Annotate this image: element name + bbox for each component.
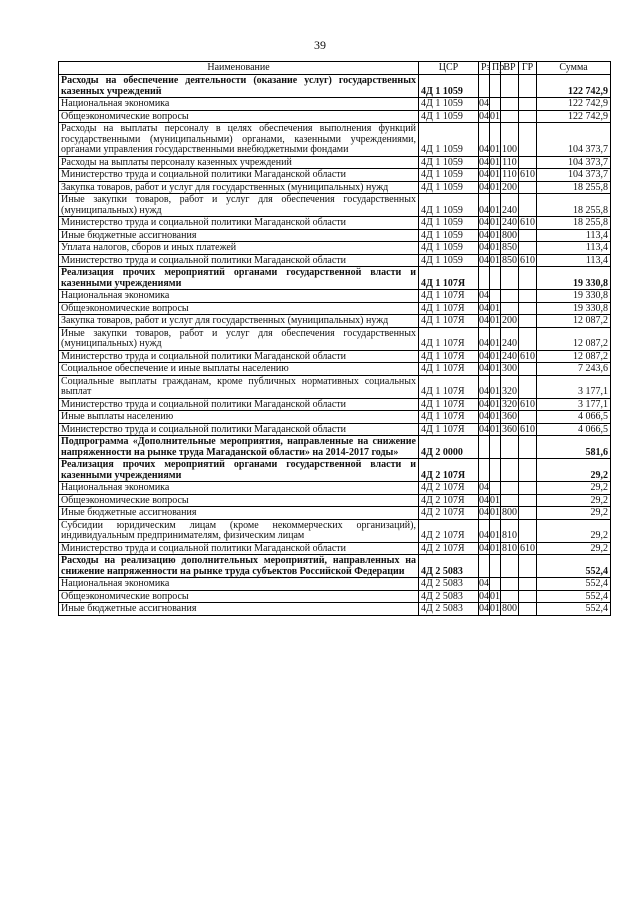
cell-pr — [490, 98, 501, 111]
cell-sum: 29,2 — [537, 542, 611, 555]
cell-name: Министерство труда и социальной политики Магаданской области — [59, 217, 419, 230]
table-row — [59, 242, 611, 255]
cell-vr — [501, 555, 519, 578]
cell-csr: 4Д 2 107Я — [419, 519, 479, 542]
cell-rz: 04 — [479, 494, 489, 506]
cell-pr: 01 — [490, 242, 500, 253]
cell-pr — [490, 290, 501, 303]
cell-csr: 4Д 1 107Я — [419, 411, 479, 424]
cell-csr: 4Д 2 5083 — [419, 603, 479, 616]
cell-sum: 552,4 — [537, 603, 611, 616]
table-row — [59, 482, 611, 495]
cell-csr: 4Д 1 107Я — [419, 350, 479, 363]
cell-gr — [519, 194, 537, 217]
cell-rz: 04 — [479, 603, 489, 614]
cell-csr: 4Д 1 107Я — [419, 375, 479, 398]
cell-pr — [490, 578, 501, 591]
cell-name: Расходы на выплаты персоналу в целях обеспечения выполнения функций государственными (муниципальными) органами, казенными учреждениями, органами управления государственными внебюджетными фондами — [59, 123, 419, 157]
cell-csr: 4Д 1 1059 — [419, 75, 479, 98]
cell-name: Министерство труда и социальной политики Магаданской области — [59, 542, 419, 555]
table-row — [59, 494, 611, 507]
cell-name: Национальная экономика — [59, 98, 419, 111]
cell-rz: 04 — [479, 327, 490, 350]
cell-pr: 01 — [490, 411, 500, 422]
cell-csr: 4Д 1 1059 — [419, 123, 479, 157]
cell-sum: 19 330,8 — [537, 302, 611, 315]
header-sum: Сумма — [537, 62, 611, 75]
cell-name: Национальная экономика — [59, 482, 419, 495]
cell-vr: 240 — [501, 327, 519, 350]
cell-rz: 04 — [479, 590, 489, 602]
cell-vr: 850 — [502, 242, 517, 253]
cell-sum: 3 177,1 — [537, 398, 611, 411]
cell-gr — [519, 315, 537, 328]
cell-sum: 104 373,7 — [537, 123, 611, 157]
table-row — [59, 217, 611, 230]
cell-vr: 110 — [502, 156, 517, 168]
cell-rz: 04 — [479, 350, 489, 362]
cell-name: Иные выплаты населению — [59, 411, 419, 424]
cell-rz: 04 — [479, 542, 489, 554]
table-row — [59, 603, 611, 616]
cell-sum: 122 742,9 — [537, 98, 611, 111]
cell-vr: 300 — [502, 363, 517, 374]
cell-sum: 29,2 — [537, 494, 611, 507]
cell-vr: 320 — [502, 398, 517, 410]
table-row — [59, 436, 611, 459]
table-row — [59, 98, 611, 111]
cell-gr — [519, 482, 537, 495]
cell-gr — [519, 519, 537, 542]
header-name: Наименование — [59, 62, 419, 75]
table-row — [59, 290, 611, 303]
cell-pr — [490, 267, 501, 290]
cell-gr — [519, 229, 537, 242]
cell-vr — [501, 302, 519, 315]
cell-vr — [501, 267, 519, 290]
table-row — [59, 229, 611, 242]
cell-pr: 01 — [490, 327, 501, 350]
table-row — [59, 315, 611, 328]
cell-csr: 4Д 1 1059 — [419, 242, 479, 255]
table-row — [59, 555, 611, 578]
table-body — [59, 75, 611, 616]
cell-rz: 04 — [479, 302, 489, 314]
cell-gr: 610 — [520, 217, 535, 228]
cell-vr — [501, 494, 519, 507]
cell-sum: 4 066,5 — [537, 411, 611, 424]
cell-gr — [519, 411, 537, 424]
cell-sum: 29,2 — [537, 459, 611, 482]
cell-gr — [519, 494, 537, 507]
cell-csr: 4Д 1 107Я — [419, 398, 479, 411]
cell-csr: 4Д 1 107Я — [419, 315, 479, 328]
cell-pr: 01 — [490, 217, 500, 228]
cell-csr: 4Д 2 107Я — [419, 542, 479, 555]
cell-gr — [519, 603, 537, 616]
cell-rz: 04 — [479, 482, 489, 493]
cell-pr: 01 — [490, 229, 500, 241]
cell-rz: 04 — [479, 411, 489, 422]
cell-vr: 800 — [502, 603, 517, 614]
cell-sum: 552,4 — [537, 555, 611, 578]
cell-csr: 4Д 1 1059 — [419, 98, 479, 111]
cell-name: Социальные выплаты гражданам, кроме публичных нормативных социальных выплат — [59, 375, 419, 398]
cell-pr: 01 — [490, 181, 500, 193]
header-rz: Рз — [479, 62, 490, 75]
cell-vr: 240 — [502, 217, 517, 228]
table-row — [59, 194, 611, 217]
cell-vr — [501, 590, 519, 603]
cell-name: Расходы на обеспечение деятельности (оказание услуг) государственных казенных учреждений — [59, 75, 419, 98]
cell-pr: 01 — [490, 254, 500, 266]
table-row — [59, 267, 611, 290]
cell-rz: 04 — [479, 110, 489, 122]
table-row — [59, 578, 611, 591]
cell-gr — [519, 363, 537, 376]
cell-rz: 04 — [479, 375, 490, 398]
cell-vr: 800 — [502, 229, 517, 241]
cell-gr — [519, 507, 537, 520]
cell-csr: 4Д 2 5083 — [419, 555, 479, 578]
cell-gr: 610 — [520, 542, 535, 554]
table-row — [59, 459, 611, 482]
cell-pr: 01 — [490, 194, 501, 217]
cell-gr: 610 — [520, 423, 535, 435]
table-row — [59, 110, 611, 123]
table-row — [59, 542, 611, 555]
cell-vr: 360 — [502, 411, 517, 422]
cell-gr — [519, 290, 537, 303]
cell-sum: 113,4 — [537, 254, 611, 267]
cell-name: Иные бюджетные ассигнования — [59, 507, 419, 520]
cell-gr — [519, 436, 537, 459]
cell-csr: 4Д 1 1059 — [419, 110, 479, 123]
cell-gr — [519, 98, 537, 111]
header-gr: ГР — [519, 62, 537, 75]
table-row — [59, 75, 611, 98]
cell-vr: 810 — [502, 542, 517, 554]
cell-name: Иные бюджетные ассигнования — [59, 603, 419, 616]
cell-vr — [501, 578, 519, 591]
cell-csr: 4Д 1 107Я — [419, 423, 479, 436]
cell-sum: 104 373,7 — [537, 169, 611, 182]
cell-rz — [479, 436, 490, 459]
cell-csr: 4Д 2 107Я — [419, 482, 479, 495]
cell-sum: 18 255,8 — [537, 194, 611, 217]
cell-name: Субсидии юридическим лицам (кроме некоммерческих организаций), индивидуальным предпринимателям, физическим лицам — [59, 519, 419, 542]
cell-pr: 01 — [490, 375, 501, 398]
cell-sum: 29,2 — [537, 519, 611, 542]
cell-pr: 01 — [490, 507, 500, 518]
cell-gr — [519, 181, 537, 194]
cell-csr: 4Д 1 1059 — [419, 254, 479, 267]
table-row — [59, 590, 611, 603]
table-row — [59, 254, 611, 267]
cell-gr — [519, 375, 537, 398]
cell-rz — [479, 267, 490, 290]
cell-name: Министерство труда и социальной политики Магаданской области — [59, 254, 419, 267]
cell-name: Расходы на выплаты персоналу казенных учреждений — [59, 156, 419, 169]
cell-rz: 04 — [479, 181, 489, 193]
table-row — [59, 123, 611, 157]
cell-gr — [519, 123, 537, 157]
cell-sum: 29,2 — [537, 482, 611, 495]
cell-sum: 552,4 — [537, 590, 611, 603]
cell-vr: 200 — [502, 181, 517, 193]
cell-gr — [519, 110, 537, 123]
cell-csr: 4Д 1 107Я — [419, 327, 479, 350]
cell-name: Общеэкономические вопросы — [59, 302, 419, 315]
cell-sum: 581,6 — [537, 436, 611, 459]
cell-gr — [519, 327, 537, 350]
cell-vr: 810 — [501, 519, 519, 542]
cell-csr: 4Д 1 1059 — [419, 156, 479, 169]
cell-rz: 04 — [479, 519, 490, 542]
cell-gr — [519, 555, 537, 578]
cell-sum: 122 742,9 — [537, 110, 611, 123]
cell-vr: 110 — [502, 169, 517, 180]
cell-name: Общеэкономические вопросы — [59, 110, 419, 123]
cell-gr — [519, 302, 537, 315]
table-row — [59, 507, 611, 520]
cell-pr — [490, 555, 501, 578]
cell-gr — [519, 75, 537, 98]
cell-gr: 610 — [520, 254, 535, 266]
cell-pr: 01 — [490, 423, 500, 435]
cell-csr: 4Д 2 107Я — [419, 507, 479, 520]
cell-gr — [519, 242, 537, 255]
cell-pr: 01 — [490, 315, 500, 326]
cell-name: Социальное обеспечение и иные выплаты населению — [59, 363, 419, 376]
cell-name: Национальная экономика — [59, 290, 419, 303]
cell-rz — [479, 459, 490, 482]
cell-vr — [501, 436, 519, 459]
cell-name: Общеэкономические вопросы — [59, 494, 419, 507]
cell-vr: 850 — [502, 254, 517, 266]
cell-rz: 04 — [479, 194, 490, 217]
cell-vr: 800 — [502, 507, 517, 518]
cell-name: Министерство труда и социальной политики Магаданской области — [59, 423, 419, 436]
cell-sum: 4 066,5 — [537, 423, 611, 436]
page-number: 39 — [314, 38, 326, 52]
cell-gr: 610 — [520, 398, 535, 410]
cell-name: Министерство труда и социальной политики Магаданской области — [59, 350, 419, 363]
cell-rz: 04 — [479, 398, 489, 410]
cell-pr: 01 — [490, 156, 500, 168]
cell-pr: 01 — [490, 169, 500, 180]
cell-rz: 04 — [479, 363, 489, 374]
table-row — [59, 181, 611, 194]
cell-gr: 610 — [520, 350, 535, 362]
cell-pr — [490, 482, 501, 495]
cell-pr: 01 — [490, 398, 500, 410]
table-row — [59, 156, 611, 169]
cell-name: Подпрограмма «Дополнительные мероприятия, направленные на снижение напряженности на рынке труда Магаданской области» на 2014-2017 годы» — [59, 436, 419, 459]
cell-csr: 4Д 1 107Я — [419, 290, 479, 303]
cell-csr: 4Д 1 1059 — [419, 194, 479, 217]
cell-pr: 01 — [490, 542, 500, 554]
cell-sum: 12 087,2 — [537, 327, 611, 350]
cell-sum: 29,2 — [537, 507, 611, 520]
cell-name: Министерство труда и социальной политики Магаданской области — [59, 398, 419, 411]
cell-pr: 01 — [490, 123, 501, 157]
cell-gr — [519, 267, 537, 290]
cell-name: Уплата налогов, сборов и иных платежей — [59, 242, 419, 255]
cell-pr: 01 — [490, 110, 500, 122]
cell-pr: 01 — [490, 363, 500, 374]
cell-csr: 4Д 1 107Я — [419, 363, 479, 376]
cell-pr: 01 — [490, 590, 500, 602]
table-header-row — [59, 62, 611, 75]
cell-rz — [479, 75, 490, 98]
table-row — [59, 411, 611, 424]
cell-rz: 04 — [479, 169, 489, 180]
cell-vr: 100 — [501, 123, 519, 157]
cell-rz: 04 — [479, 290, 489, 301]
cell-csr: 4Д 2 5083 — [419, 590, 479, 603]
cell-name: Иные закупки товаров, работ и услуг для обеспечения государственных (муниципальных) нужд — [59, 194, 419, 217]
cell-vr — [501, 459, 519, 482]
cell-sum: 104 373,7 — [537, 156, 611, 169]
cell-gr — [519, 578, 537, 591]
cell-rz: 04 — [479, 98, 489, 109]
cell-pr: 01 — [490, 494, 500, 506]
cell-name: Иные закупки товаров, работ и услуг для обеспечения государственных (муниципальных) нужд — [59, 327, 419, 350]
cell-rz: 04 — [479, 242, 489, 253]
cell-gr: 610 — [520, 169, 535, 180]
cell-name: Общеэкономические вопросы — [59, 590, 419, 603]
cell-vr: 320 — [501, 375, 519, 398]
budget-table — [58, 61, 611, 616]
cell-rz: 04 — [479, 315, 489, 326]
table-row — [59, 327, 611, 350]
cell-sum: 12 087,2 — [537, 315, 611, 328]
cell-rz: 04 — [479, 229, 489, 241]
cell-sum: 552,4 — [537, 578, 611, 591]
cell-gr — [519, 156, 537, 169]
table-row — [59, 363, 611, 376]
cell-name: Закупка товаров, работ и услуг для государственных (муниципальных) нужд — [59, 181, 419, 194]
cell-sum: 19 330,8 — [537, 290, 611, 303]
cell-pr — [490, 75, 501, 98]
table-row — [59, 519, 611, 542]
cell-csr: 4Д 2 0000 — [419, 436, 479, 459]
table-row — [59, 350, 611, 363]
cell-rz: 04 — [479, 254, 489, 266]
cell-sum: 113,4 — [537, 242, 611, 255]
cell-vr — [501, 110, 519, 123]
cell-pr: 01 — [490, 603, 500, 614]
cell-name: Реализация прочих мероприятий органами государственной власти и казенными учреждениями — [59, 267, 419, 290]
cell-csr: 4Д 1 107Я — [419, 302, 479, 315]
table-row — [59, 169, 611, 182]
cell-csr: 4Д 2 107Я — [419, 459, 479, 482]
cell-rz: 04 — [479, 578, 489, 589]
cell-name: Реализация прочих мероприятий органами государственной власти и казенными учреждениями — [59, 459, 419, 482]
header-csr: ЦСР — [419, 62, 479, 75]
cell-csr: 4Д 1 1059 — [419, 169, 479, 182]
cell-vr: 240 — [501, 194, 519, 217]
cell-sum: 3 177,1 — [537, 375, 611, 398]
cell-vr: 240 — [502, 350, 517, 362]
cell-pr: 01 — [490, 350, 500, 362]
cell-sum: 113,4 — [537, 229, 611, 242]
cell-sum: 122 742,9 — [537, 75, 611, 98]
cell-sum: 18 255,8 — [537, 181, 611, 194]
table-row — [59, 423, 611, 436]
cell-gr — [519, 459, 537, 482]
cell-sum: 7 243,6 — [537, 363, 611, 376]
cell-name: Иные бюджетные ассигнования — [59, 229, 419, 242]
cell-vr — [501, 290, 519, 303]
cell-csr: 4Д 1 107Я — [419, 267, 479, 290]
cell-sum: 12 087,2 — [537, 350, 611, 363]
cell-pr — [490, 436, 501, 459]
cell-rz: 04 — [479, 423, 489, 435]
cell-name: Расходы на реализацию дополнительных мероприятий, направленных на снижение напряженности на рынке труда субъектов Российской Федерации — [59, 555, 419, 578]
cell-csr: 4Д 1 1059 — [419, 229, 479, 242]
table-row — [59, 398, 611, 411]
cell-rz: 04 — [479, 507, 489, 518]
cell-rz — [479, 555, 490, 578]
cell-vr: 200 — [502, 315, 517, 326]
cell-gr — [519, 590, 537, 603]
cell-csr: 4Д 1 1059 — [419, 217, 479, 230]
table-row — [59, 375, 611, 398]
header-pr: Пр — [490, 62, 501, 75]
cell-vr — [501, 75, 519, 98]
cell-pr: 01 — [490, 302, 500, 314]
cell-vr: 360 — [502, 423, 517, 435]
cell-vr — [501, 98, 519, 111]
cell-sum: 19 330,8 — [537, 267, 611, 290]
table-row — [59, 302, 611, 315]
cell-sum: 18 255,8 — [537, 217, 611, 230]
cell-pr: 01 — [490, 519, 501, 542]
cell-name: Министерство труда и социальной политики Магаданской области — [59, 169, 419, 182]
cell-pr — [490, 459, 501, 482]
cell-csr: 4Д 2 5083 — [419, 578, 479, 591]
header-vr: ВР — [501, 62, 519, 75]
cell-rz: 04 — [479, 217, 489, 228]
cell-vr — [501, 482, 519, 495]
cell-csr: 4Д 2 107Я — [419, 494, 479, 507]
cell-name: Закупка товаров, работ и услуг для государственных (муниципальных) нужд — [59, 315, 419, 328]
cell-csr: 4Д 1 1059 — [419, 181, 479, 194]
cell-name: Национальная экономика — [59, 578, 419, 591]
cell-rz: 04 — [479, 123, 490, 157]
cell-rz: 04 — [479, 156, 489, 168]
